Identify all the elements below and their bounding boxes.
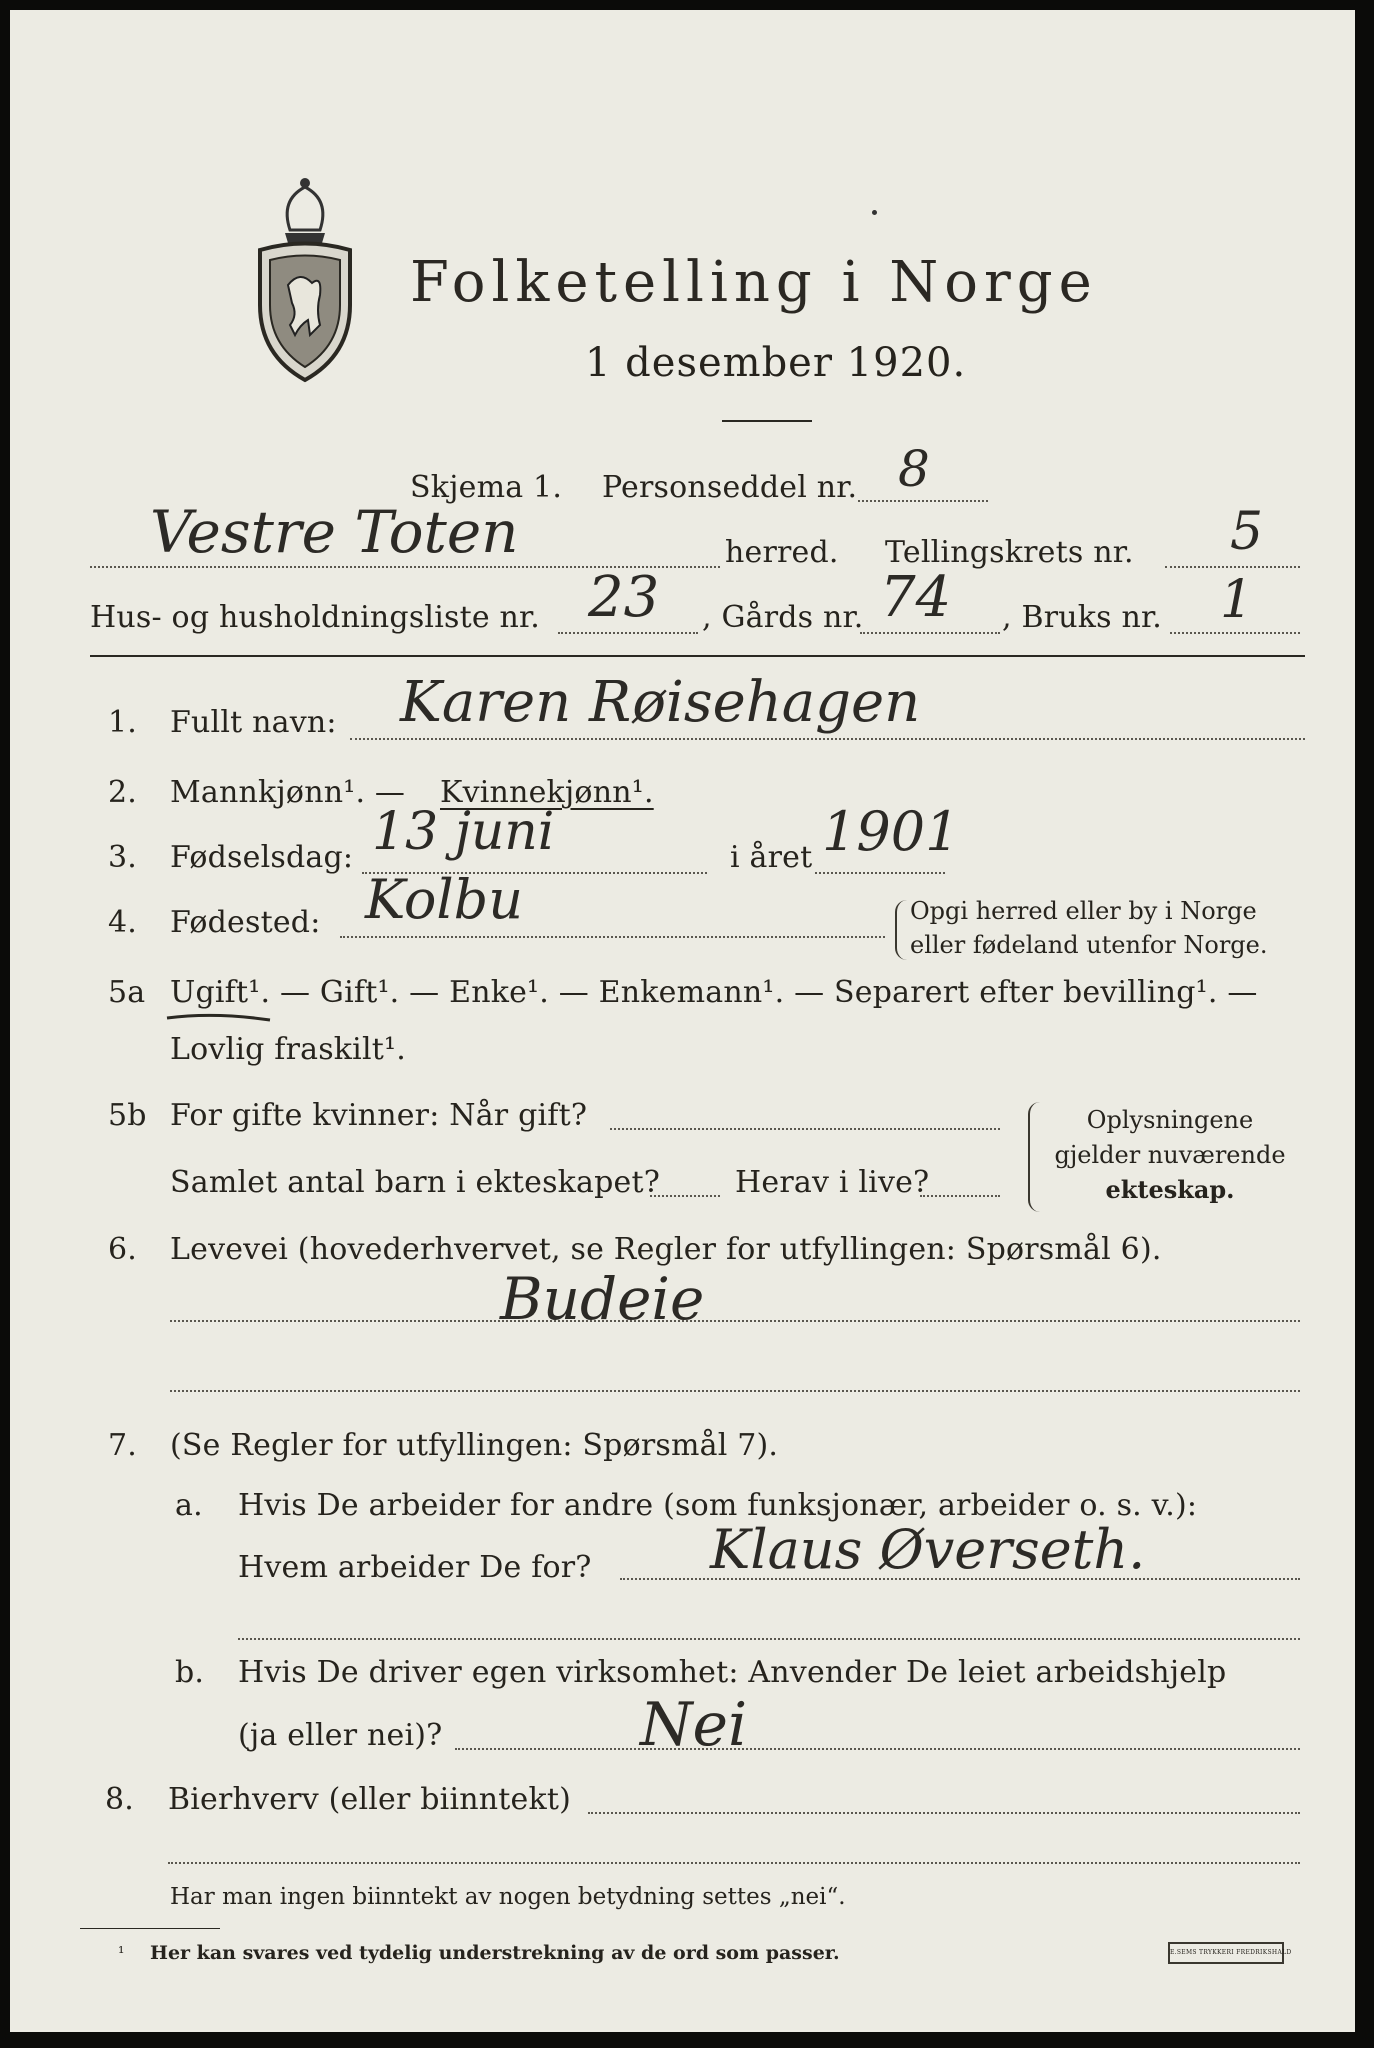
coat-of-arms-icon: [250, 175, 360, 385]
q8-label: Bierhverv (eller biinntekt): [168, 1782, 572, 1817]
q5b-alive-label: Herav i live?: [735, 1165, 930, 1200]
q5b-note3: ekteskap.: [1105, 1175, 1235, 1204]
q1-line: [350, 738, 1305, 740]
q4-line: [340, 936, 885, 938]
husliste-value[interactable]: 23: [588, 565, 660, 630]
q1-number: 1.: [108, 705, 138, 740]
q7a-line2: Hvem arbeider De for?: [238, 1550, 592, 1585]
bruks-value[interactable]: 1: [1220, 570, 1254, 630]
gards-value[interactable]: 74: [880, 565, 952, 630]
form-title: Folketelling i Norge: [410, 250, 1098, 315]
footnote-rule: [80, 1928, 220, 1929]
q7a-line1: Hvis De arbeider for andre (som funksjonær, arbeider o. s. v.):: [238, 1488, 1198, 1523]
tellingskrets-value[interactable]: 5: [1230, 502, 1264, 562]
q5b-alive-line: [920, 1195, 1000, 1197]
q5b-children-label: Samlet antal barn i ekteskapet?: [170, 1165, 661, 1200]
personseddel-line: [858, 500, 988, 502]
q6-line1: [170, 1320, 1300, 1322]
herred-label: herred.: [725, 535, 839, 570]
q4-label: Fødested:: [170, 905, 321, 940]
q6-number: 6.: [108, 1232, 138, 1267]
q3-year-value[interactable]: 1901: [822, 800, 960, 863]
personseddel-value[interactable]: 8: [898, 440, 930, 498]
q3-year-label: i året: [730, 840, 813, 875]
q5a-number: 5a: [108, 975, 146, 1010]
q7a-letter: a.: [175, 1488, 203, 1523]
q2-female[interactable]: Kvinnekjønn¹.: [440, 775, 654, 810]
footnote-mark: ¹: [118, 1943, 125, 1962]
bruks-label: , Bruks nr.: [1002, 600, 1162, 635]
q3-year-line: [815, 872, 945, 874]
q6-value[interactable]: Budeie: [500, 1265, 705, 1333]
q3-day-value[interactable]: 13 juni: [372, 802, 555, 862]
q7a-line-extra: [238, 1638, 1300, 1640]
q5a-ugift[interactable]: Ugift¹.: [170, 975, 271, 1010]
q5b-gift-line: [610, 1128, 1000, 1130]
q8-line: [588, 1812, 1300, 1814]
q1-value[interactable]: Karen Røisehagen: [400, 670, 921, 735]
q5b-note1: Oplysningene: [1086, 1106, 1254, 1134]
q3-number: 3.: [108, 840, 138, 875]
census-date: 1 desember 1920.: [585, 340, 967, 386]
q5a-ugift-underline: [165, 1010, 275, 1030]
q5a-other-options[interactable]: — Gift¹. — Enke¹. — Enkemann¹. — Separert efter bevilling¹. —: [280, 975, 1258, 1010]
q7-label: (Se Regler for utfyllingen: Spørsmål 7).: [170, 1428, 779, 1463]
herred-value[interactable]: Vestre Toten: [150, 498, 519, 566]
personseddel-label: Personseddel nr.: [602, 470, 858, 505]
q5a-fraskilt[interactable]: Lovlig fraskilt¹.: [170, 1032, 406, 1067]
footnote-text: Her kan svares ved tydelig understrekning av de ord som passer.: [150, 1942, 840, 1964]
q6-label: Levevei (hovederhvervet, se Regler for utfyllingen: Spørsmål 6).: [170, 1232, 1162, 1267]
q5b-children-line: [650, 1195, 720, 1197]
q8-number: 8.: [105, 1782, 135, 1817]
schema-label: Skjema 1.: [410, 470, 563, 505]
ink-dot: [872, 210, 877, 215]
q4-value[interactable]: Kolbu: [365, 868, 524, 931]
q7-number: 7.: [108, 1428, 138, 1463]
husliste-label: Hus- og husholdningsliste nr.: [90, 600, 541, 635]
q7b-letter: b.: [175, 1655, 205, 1690]
q7b-value[interactable]: Nei: [640, 1690, 748, 1760]
census-form: [10, 10, 1355, 2032]
q7a-value[interactable]: Klaus Øverseth.: [710, 1518, 1146, 1581]
q5b-number: 5b: [108, 1098, 147, 1133]
q2-number: 2.: [108, 775, 138, 810]
footer-hint: Har man ingen biinntekt av nogen betydning settes „nei“.: [170, 1884, 846, 1910]
bruks-line: [1170, 632, 1300, 634]
tellingskrets-line: [1165, 566, 1300, 568]
gards-label: , Gårds nr.: [702, 600, 864, 635]
title-divider: [722, 420, 812, 422]
q4-note-line2: eller fødeland utenfor Norge.: [910, 931, 1268, 959]
husliste-line: [558, 632, 698, 634]
q2-male[interactable]: Mannkjønn¹. —: [170, 775, 406, 810]
q7b-line1: Hvis De driver egen virksomhet: Anvender De leiet arbeidshjelp: [238, 1655, 1227, 1690]
tellingskrets-label: Tellingskrets nr.: [885, 535, 1134, 570]
q7b-line2: (ja eller nei)?: [238, 1718, 443, 1753]
q6-line2: [170, 1390, 1300, 1392]
q3-label: Fødselsdag:: [170, 840, 354, 875]
q8-line2: [168, 1862, 1300, 1864]
q7b-line: [455, 1748, 1300, 1750]
q4-note-line1: Opgi herred eller by i Norge: [910, 897, 1257, 925]
q5b-line1: For gifte kvinner: Når gift?: [170, 1098, 588, 1133]
printer-stamp: E.SEMS TRYKKERI FREDRIKSHALD: [1168, 1942, 1284, 1964]
q4-brace: [895, 900, 907, 960]
gards-line: [860, 632, 1000, 634]
q4-number: 4.: [108, 905, 138, 940]
q5b-brace: [1028, 1102, 1040, 1212]
q1-label: Fullt navn:: [170, 705, 337, 740]
header-divider: [90, 655, 1305, 657]
q5b-note2: gjelder nuværende: [1054, 1141, 1286, 1169]
